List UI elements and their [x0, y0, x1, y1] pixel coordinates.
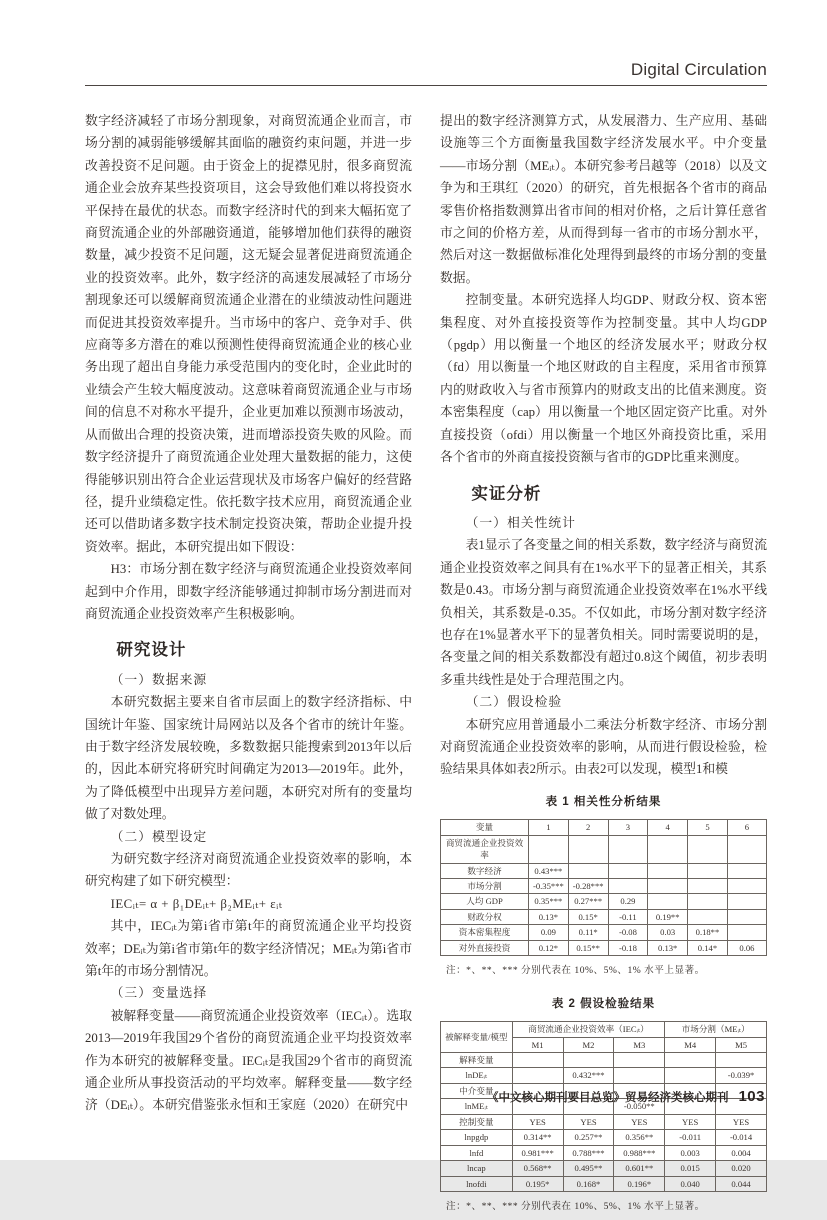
- cell-value: [727, 835, 766, 863]
- cell-value: -0.050**: [614, 1099, 665, 1114]
- table-row: [441, 909, 767, 924]
- cell-value: 0.13*: [529, 909, 569, 924]
- column-group-header: 市场分割（MEᵢₜ）: [665, 1022, 767, 1037]
- cell-value: 0.168*: [563, 1176, 614, 1191]
- hypothesis-test-table: [440, 1021, 767, 1192]
- cell-value: [688, 909, 728, 924]
- table-row: [441, 1161, 767, 1176]
- paragraph-hypothesis-h3: H3：市场分割在数字经济与商贸流通企业投资效率间起到中介作用，即数字经济能够通过抑制市场分割进而对商贸流通企业投资效率产生积极影响。: [85, 562, 412, 621]
- subsection-model-setting: （二）模型设定: [110, 829, 208, 844]
- table-row: [441, 879, 767, 894]
- row-label: lnMEᵢₜ: [441, 1099, 513, 1114]
- row-label: 中介变量: [441, 1083, 513, 1098]
- paragraph-control-variables: 控制变量。本研究选择人均GDP、财政分权、资本密集程度、对外直接投资等作为控制变量。其中人均GDP（pgdp）用以衡量一个地区的经济发展水平；财政分权（fd）用以衡量一个地区财政的自主程度，采用省市预算内的财政收入与省市预算内的财政支出的比值来测度。资本密集程度（cap）用以衡量一个地区固定资产比重。对外直接投资（ofdi）用以衡量一个地区外商投资比重，采用各个省市的外商直接投资额与省市的GDP比重来测度。: [440, 293, 767, 465]
- cell-value: 0.196*: [614, 1176, 665, 1191]
- column-header: M4: [665, 1037, 716, 1052]
- cell-value: [648, 863, 688, 878]
- paragraph-model-intro: 为研究数字经济对商贸流通企业投资效率的影响，本研究构建了如下研究模型：: [85, 852, 412, 889]
- section-heading-research-design: 研究设计: [116, 641, 187, 660]
- table-row: [441, 1176, 767, 1191]
- cell-value: 0.601**: [614, 1161, 665, 1176]
- paragraph-intro-flow: 数字经济减轻了市场分割现象，对商贸流通企业而言，市场分割的减弱能够缓解其面临的融资约束问题，并进一步改善投资不足问题。由于资金上的捉襟见肘，很多商贸流通企业会放弃某些投资项目，这会导致他们难以将投资水平保持在最优的状态。而数字经济时代的到来大幅拓宽了商贸流通企业的外部融资通道，能够增加他们获得的融资数量，减少投资不足问题，这无疑会显著促进商贸流通企业的投资效率。此外，数字经济的高速发展减轻了市场分割现象还可以缓解商贸流通企业潜在的业绩波动性问题进而促进其投资效率提升。当市场中的客户、竞争对手、供应商等多方潜在的难以预测性使得商贸流通企业的核心业务出现了超出自身能力承受范围内的变化时，企业此时的业绩会产生较大幅度波动。这意味着商贸流通企业与市场间的信息不对称水平提升，企业更加难以预测市场波动，从而做出合理的投资决策，进而增添投资失败的风险。而数字经济提升了商贸流通企业处理大量数据的能力，这使得能够识别出符合企业运营现状及市场客户偏好的经营路径，提升业绩稳定性。依托数字技术应用，商贸流通企业还可以借助诸多数字技术制定投资决策，帮助企业提升投资效率。据此，本研究提出如下假设：: [85, 114, 412, 554]
- cell-value: 0.195*: [512, 1176, 563, 1191]
- page-footer: [487, 1088, 765, 1105]
- page-header: [85, 0, 767, 80]
- header-rule: [85, 85, 767, 86]
- cell-value: 0.43***: [529, 863, 569, 878]
- cell-value: [608, 863, 648, 878]
- cell-value: 0.020: [716, 1161, 767, 1176]
- cell-value: 0.004: [716, 1145, 767, 1160]
- table-row: [441, 1068, 767, 1083]
- subsection-correlation: （一）相关性统计: [465, 515, 576, 530]
- column-header: 被解释变量/模型: [441, 1022, 513, 1053]
- cell-value: 0.356**: [614, 1130, 665, 1145]
- cell-value: 0.12*: [529, 940, 569, 955]
- table2-note: 注：*、**、*** 分别代表在 10%、5%、1% 水平上显著。: [446, 1201, 705, 1213]
- column-header: 3: [608, 820, 648, 835]
- table-row: [441, 925, 767, 940]
- cell-value: 0.568**: [512, 1161, 563, 1176]
- cell-value: [529, 835, 569, 863]
- cell-value: 0.040: [665, 1176, 716, 1191]
- row-label: 数字经济: [441, 863, 529, 878]
- cell-value: 0.03: [648, 925, 688, 940]
- cell-value: [688, 863, 728, 878]
- cell-value: [648, 879, 688, 894]
- row-label: 资本密集程度: [441, 925, 529, 940]
- paragraph-correlation: 表1显示了各变量之间的相关系数，数字经济与商贸流通企业投资效率之间具有在1%水平下的显著正相关，其系数是0.43。市场分割与商贸流通企业投资效率在1%水平线负相关，其系数是-0.35。不仅如此，市场分割对数字经济也存在1%显著水平下的显著负相关。同时需要说明的是，各变量之间的相关系数都没有超过0.8这个阈值，初步表明多重共线性是处于合理范围之内。: [440, 538, 767, 687]
- row-label: 商贸流通企业投资效率: [441, 835, 529, 863]
- row-label: 人均 GDP: [441, 894, 529, 909]
- journal-name: 《中文核心期刊要目总览》贸易经济类核心期刊: [486, 1092, 729, 1104]
- cell-value: [688, 894, 728, 909]
- cell-value: [648, 835, 688, 863]
- subsection-hypothesis-test: （二）假设检验: [465, 695, 563, 710]
- subsection-variable-selection: （三）变量选择: [110, 986, 208, 1001]
- column-header: M2: [563, 1037, 614, 1052]
- table-row: [441, 835, 767, 863]
- cell-value: -0.011: [665, 1130, 716, 1145]
- row-label: lnfd: [441, 1145, 513, 1160]
- row-label: lncap: [441, 1161, 513, 1176]
- cell-value: [727, 863, 766, 878]
- cell-value: YES: [716, 1114, 767, 1129]
- row-label: lnofdi: [441, 1176, 513, 1191]
- cell-value: [665, 1052, 716, 1067]
- column-group-header: 商贸流通企业投资效率（IECᵢₜ）: [512, 1022, 665, 1037]
- cell-value: YES: [563, 1114, 614, 1129]
- cell-value: 0.11*: [568, 925, 608, 940]
- correlation-table: [440, 819, 767, 956]
- table-row: [441, 940, 767, 955]
- table-row: [441, 894, 767, 909]
- cell-value: 0.257**: [563, 1130, 614, 1145]
- table-row: [441, 1130, 767, 1145]
- cell-value: 0.432***: [563, 1068, 614, 1083]
- cell-value: 0.27***: [568, 894, 608, 909]
- cell-value: 0.19**: [648, 909, 688, 924]
- paragraph-data-source: 本研究数据主要来自省市层面上的数字经济指标、中国统计年鉴、国家统计局网站以及各个省市的统计年鉴。由于数字经济发展较晚，多数数据只能搜索到2013年以后的，因此本研究将研究时间确定为2013—2019年。此外，为了降低模型中出现异方差问题，本研究对所有的变量均做了对数处理。: [85, 695, 412, 822]
- cell-value: 0.15*: [568, 909, 608, 924]
- cell-value: -0.039*: [716, 1068, 767, 1083]
- table-header-row: [441, 820, 767, 835]
- table-row: [441, 1114, 767, 1129]
- cell-value: [563, 1052, 614, 1067]
- running-head: Digital Circulation: [630, 60, 767, 79]
- paragraph-hypothesis-test: 本研究应用普通最小二乘法分析数字经济、市场分割对商贸流通企业投资效率的影响，从而进行假设检验，检验结果具体如表2所示。由表2可以发现，模型1和模: [440, 717, 767, 777]
- section-heading-empirical-analysis: 实证分析: [471, 484, 542, 503]
- cell-value: [614, 1068, 665, 1083]
- cell-value: 0.495**: [563, 1161, 614, 1176]
- cell-value: [688, 835, 728, 863]
- row-label: 财政分权: [441, 909, 529, 924]
- table-row: [441, 1052, 767, 1067]
- right-column: [440, 110, 767, 1220]
- subsection-data-source: （一）数据来源: [110, 672, 208, 687]
- cell-value: [727, 925, 766, 940]
- table-row: [441, 1145, 767, 1160]
- column-header: 1: [529, 820, 569, 835]
- row-label: 对外直接投资: [441, 940, 529, 955]
- cell-value: 0.788***: [563, 1145, 614, 1160]
- cell-value: 0.13*: [648, 940, 688, 955]
- row-label: 控制变量: [441, 1114, 513, 1129]
- cell-value: 0.314**: [512, 1130, 563, 1145]
- cell-value: 0.18**: [688, 925, 728, 940]
- cell-value: YES: [665, 1114, 716, 1129]
- page-number: 103: [738, 1088, 765, 1105]
- cell-value: [608, 879, 648, 894]
- column-header: M3: [614, 1037, 665, 1052]
- column-header: M5: [716, 1037, 767, 1052]
- column-header: 4: [648, 820, 688, 835]
- row-label: lnDEᵢₜ: [441, 1068, 513, 1083]
- cell-value: 0.044: [716, 1176, 767, 1191]
- cell-value: 0.15**: [568, 940, 608, 955]
- column-header: M1: [512, 1037, 563, 1052]
- cell-value: -0.08: [608, 925, 648, 940]
- cell-value: 0.14*: [688, 940, 728, 955]
- row-label: 市场分割: [441, 879, 529, 894]
- cell-value: [665, 1068, 716, 1083]
- cell-value: [727, 879, 766, 894]
- column-header: 变量: [441, 820, 529, 835]
- cell-value: [512, 1068, 563, 1083]
- cell-value: -0.35***: [529, 879, 569, 894]
- cell-value: 0.06: [727, 940, 766, 955]
- cell-value: [648, 894, 688, 909]
- cell-value: [688, 879, 728, 894]
- table2-caption: 表 2 假设检验结果: [551, 997, 656, 1010]
- cell-value: 0.015: [665, 1161, 716, 1176]
- cell-value: -0.014: [716, 1130, 767, 1145]
- cell-value: -0.11: [608, 909, 648, 924]
- cell-value: -0.28***: [568, 879, 608, 894]
- cell-value: [614, 1052, 665, 1067]
- cell-value: 0.981***: [512, 1145, 563, 1160]
- row-label: 解释变量: [441, 1052, 513, 1067]
- table1-note: 注：*、**、*** 分别代表在 10%、5%、1% 水平上显著。: [446, 965, 705, 977]
- paragraph-measure-flow: 提出的数字经济测算方式，从发展潜力、生产应用、基础设施等三个方面衡量我国数字经济发展水平。中介变量——市场分割（MEᵢₜ）。本研究参考吕越等（2018）以及文争为和王琪红（2020）的研究，首先根据各个省市的商品零售价格指数测算出省市间的相对价格，之后计算任意省市之间的价格方差，从而得到每一省市的市场分割水平，然后对这一数据做标准化处理得到最终的市场分割的变量数据。: [440, 114, 767, 285]
- cell-value: 0.29: [608, 894, 648, 909]
- cell-value: [727, 909, 766, 924]
- regression-formula: IECᵢₜ= α + β₁DEᵢₜ+ β₂MEᵢₜ+ εᵢₜ: [110, 896, 283, 911]
- cell-value: [568, 863, 608, 878]
- cell-value: [727, 894, 766, 909]
- cell-value: YES: [614, 1114, 665, 1129]
- column-header: 2: [568, 820, 608, 835]
- column-header: 5: [688, 820, 728, 835]
- cell-value: 0.35***: [529, 894, 569, 909]
- cell-value: [608, 835, 648, 863]
- column-header: 6: [727, 820, 766, 835]
- table-row: [441, 863, 767, 878]
- cell-value: 0.003: [665, 1145, 716, 1160]
- cell-value: 0.09: [529, 925, 569, 940]
- paragraph-model-explain: 其中，IECᵢₜ为第i省市第t年的商贸流通企业平均投资效率；DEᵢₜ为第i省市第t年的数字经济情况；MEᵢₜ为第i省市第t年的市场分割情况。: [85, 919, 412, 979]
- cell-value: [716, 1052, 767, 1067]
- cell-value: [512, 1052, 563, 1067]
- table-header-row: [441, 1022, 767, 1037]
- table1-caption: 表 1 相关性分析结果: [545, 795, 662, 808]
- row-label: lnpgdp: [441, 1130, 513, 1145]
- cell-value: [568, 835, 608, 863]
- cell-value: -0.18: [608, 940, 648, 955]
- left-column: [85, 110, 412, 1220]
- paragraph-variable-selection: 被解释变量——商贸流通企业投资效率（IECᵢₜ）。选取2013—2019年我国29个省份的商贸流通企业平均投资效率作为本研究的被解释变量。IECᵢₜ是我国29个省市的商贸流通企业所从事投资活动的平均效率。解释变量——数字经济（DEᵢₜ）。本研究借鉴张永恒和王家庭（2020）在研究中: [85, 1008, 412, 1113]
- cell-value: 0.988***: [614, 1145, 665, 1160]
- cell-value: YES: [512, 1114, 563, 1129]
